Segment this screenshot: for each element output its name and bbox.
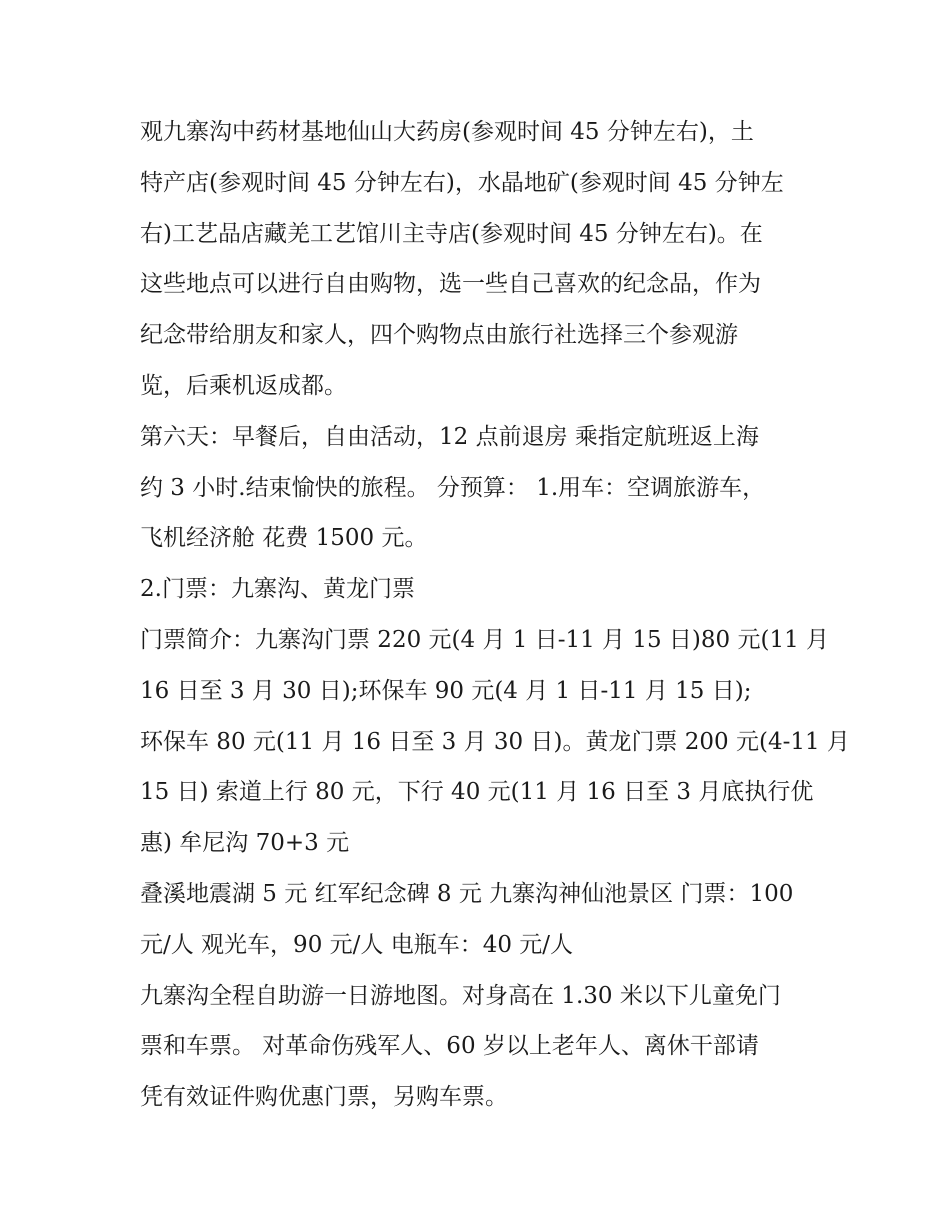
text-line: 九寨沟全程自助游一日游地图。对身高在 1.30 米以下儿童免门 [140, 982, 781, 1009]
text-line: 叠溪地震湖 5 元 红军纪念碑 8 元 九寨沟神仙池景区 门票：100 [140, 880, 794, 907]
text-line: 2.门票：九寨沟、黄龙门票 [140, 576, 415, 603]
text-line: 览，后乘机返成都。 [140, 372, 347, 399]
text-line: 元/人 观光车，90 元/人 电瓶车：40 元/人 [140, 931, 574, 958]
text-line: 环保车 80 元(11 月 16 日至 3 月 30 日)。黄龙门票 200 元(4-11 月 [140, 728, 850, 755]
text-line: 门票简介：九寨沟门票 220 元(4 月 1 日-11 月 15 日)80 元(11 月 [140, 626, 830, 653]
text-line: 惠) 牟尼沟 70+3 元 [140, 830, 350, 857]
text-line: 凭有效证件购优惠门票，另购车票。 [140, 1084, 508, 1111]
text-line: 15 日) 索道上行 80 元，下行 40 元(11 月 16 日至 3 月底执行优 [140, 779, 814, 806]
text-line: 票和车票。 对革命伤残军人、60 岁以上老年人、离休干部请 [140, 1033, 759, 1060]
document-body [140, 107, 850, 1123]
text-line: 特产店(参观时间 45 分钟左右)，水晶地矿(参观时间 45 分钟左 [140, 169, 784, 196]
text-line: 第六天：早餐后，自由活动，12 点前退房 乘指定航班返上海 [140, 423, 759, 450]
text-line: 这些地点可以进行自由购物，选一些自己喜欢的纪念品，作为 [140, 271, 761, 298]
text-line: 约 3 小时.结束愉快的旅程。 分预算： 1.用车：空调旅游车， [140, 474, 766, 501]
text-line: 纪念带给朋友和家人，四个购物点由旅行社选择三个参观游 [140, 322, 738, 349]
text-line: 右)工艺品店藏羌工艺馆川主寺店(参观时间 45 分钟左右)。在 [140, 220, 763, 247]
text-line: 16 日至 3 月 30 日);环保车 90 元(4 月 1 日-11 月 15 日); [140, 677, 752, 704]
text-line: 观九寨沟中药材基地仙山大药房(参观时间 45 分钟左右)，土 [140, 119, 754, 145]
text-line: 飞机经济舱 花费 1500 元。 [140, 525, 428, 552]
